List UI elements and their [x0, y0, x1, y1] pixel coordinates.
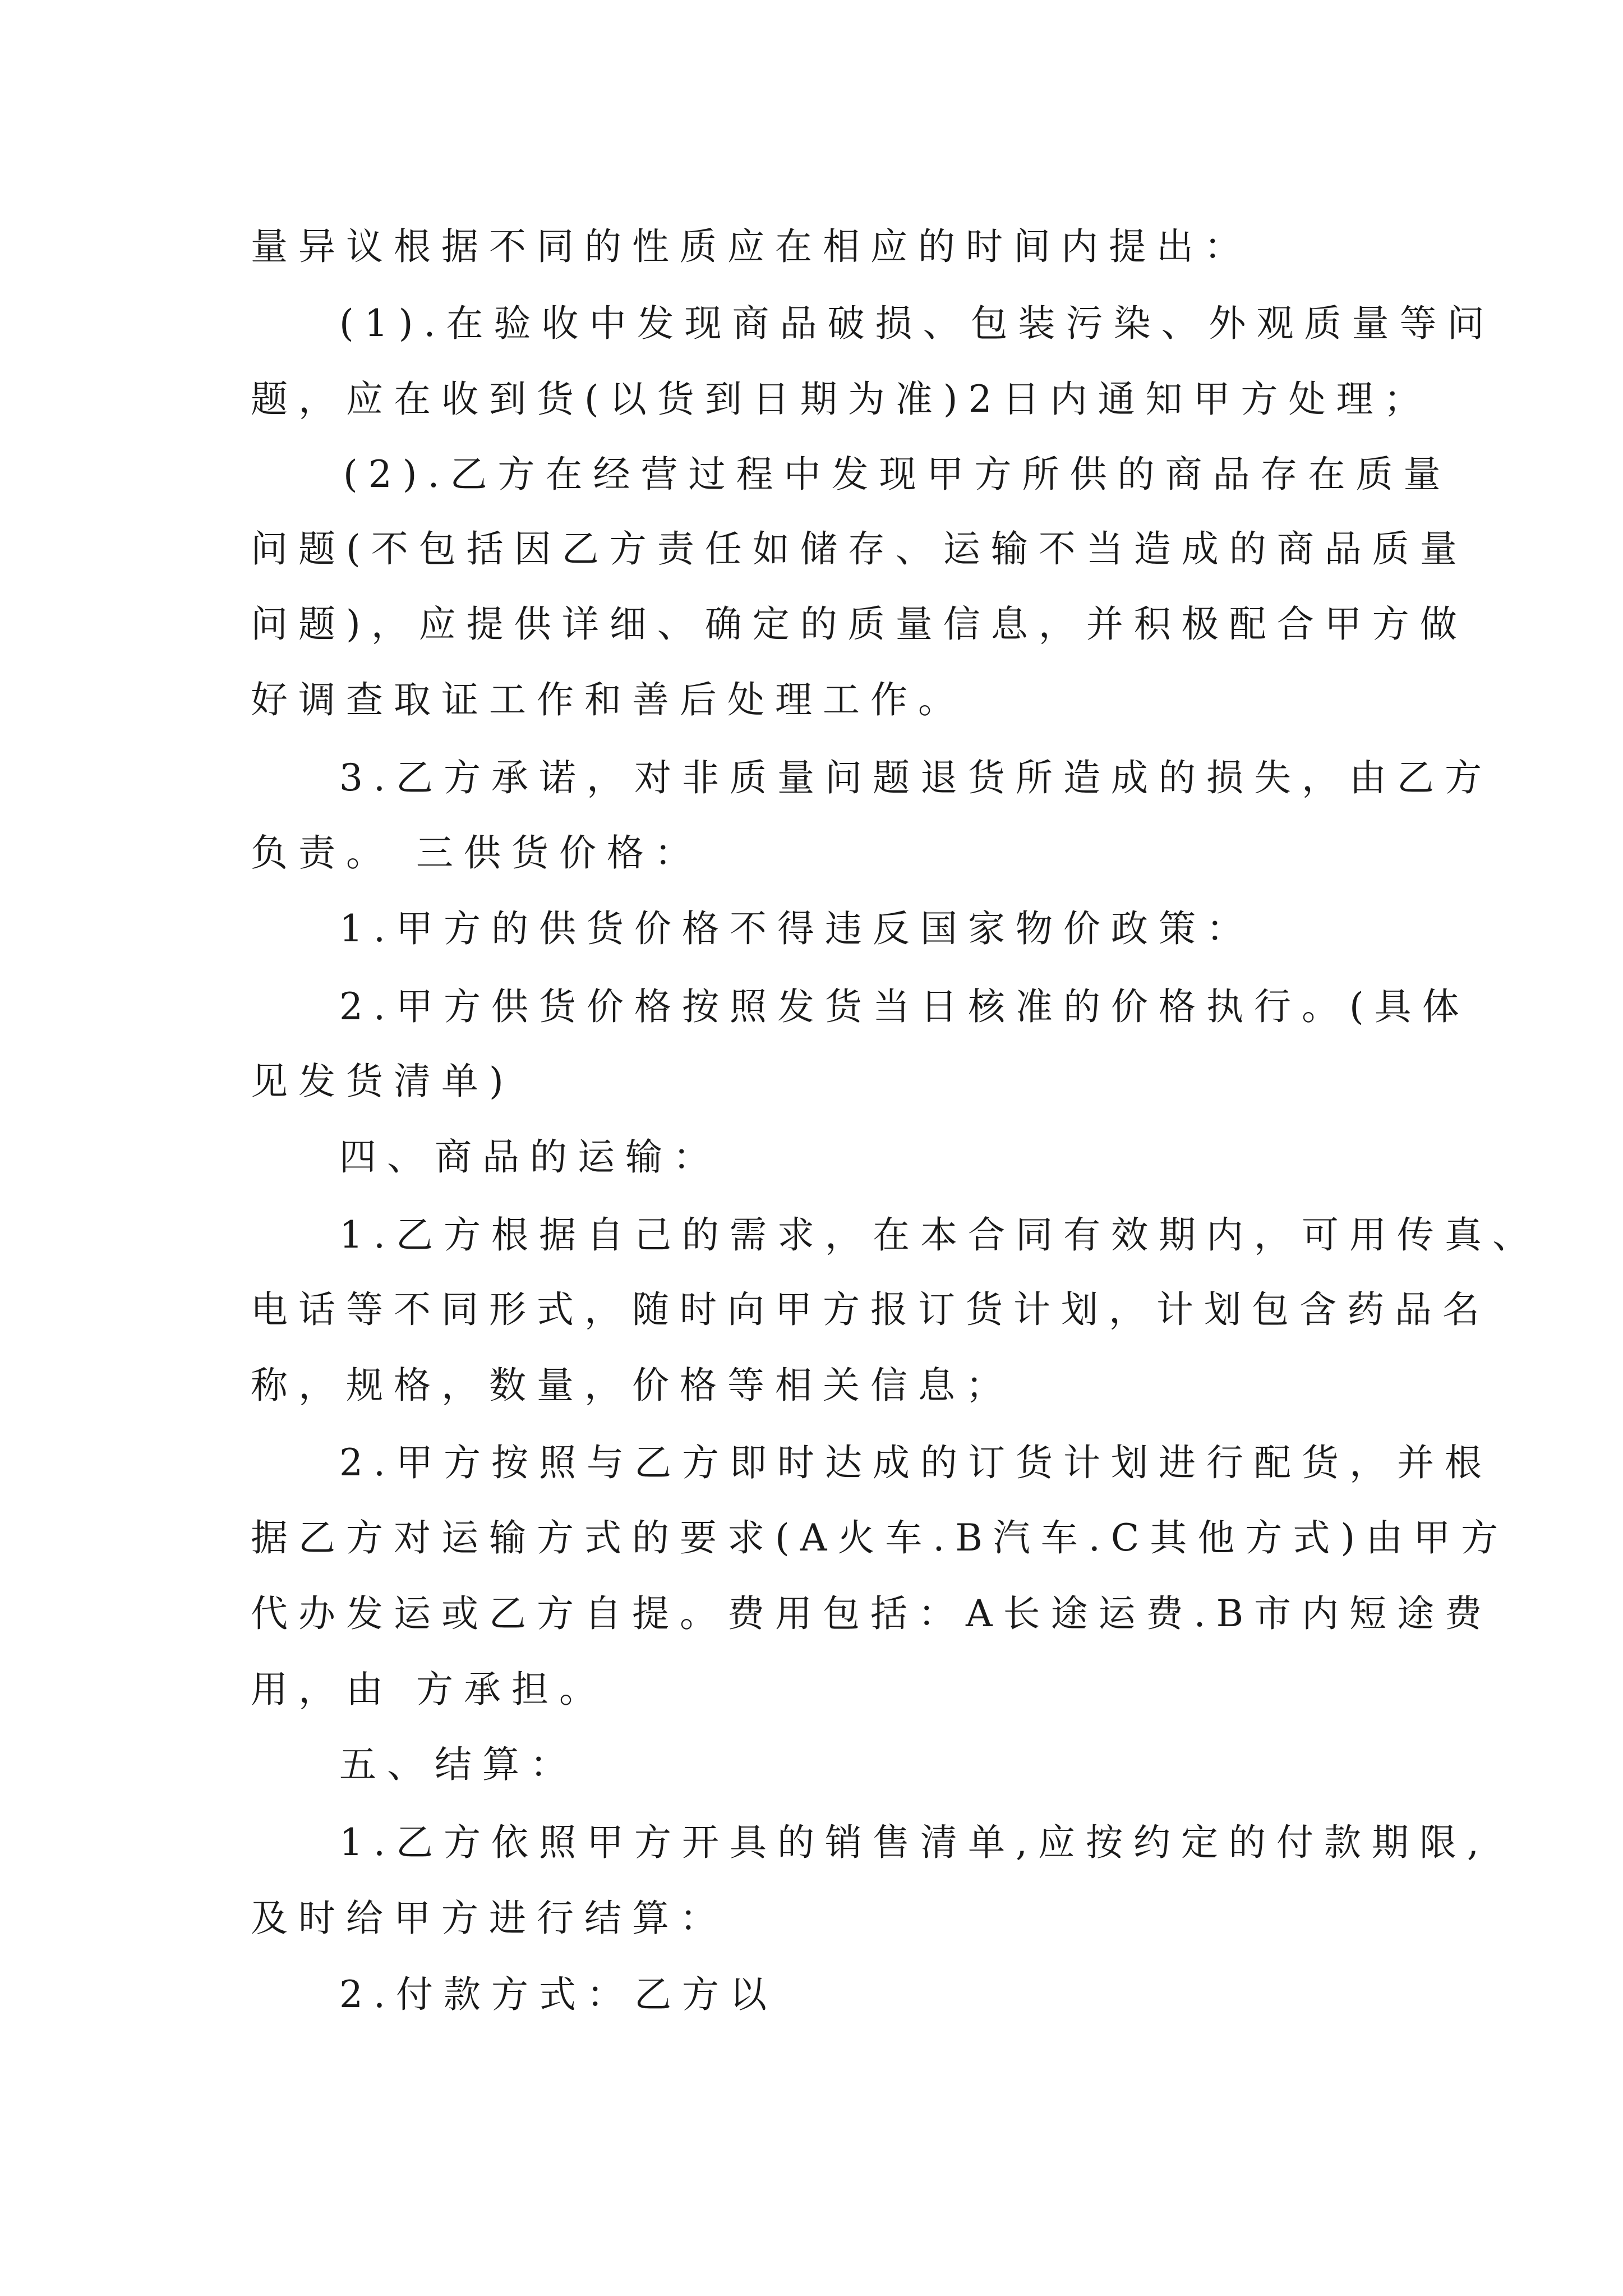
text-line: 3.乙方承诺，对非质量问题退货所造成的损失，由乙方: [339, 756, 1492, 799]
text-line: 1.甲方的供货价格不得违反国家物价政策：: [339, 907, 1254, 950]
text-line: 及时给甲方进行结算：: [251, 1897, 727, 1940]
section-heading: 四、商品的运输：: [339, 1135, 721, 1179]
text-line: (1).在验收中发现商品破损、包装污染、外观质量等问: [339, 302, 1495, 345]
text-line: 好调查取证工作和善后处理工作。: [251, 678, 966, 721]
text-line: 代办发运或乙方自提。费用包括：A长途运费.B市内短途费: [251, 1592, 1493, 1635]
text-line: 2.甲方按照与乙方即时达成的订货计划进行配货，并根: [339, 1441, 1492, 1484]
text-line: 2.甲方供货价格按照发货当日核准的价格执行。(具体: [339, 985, 1470, 1028]
text-line: 问题(不包括因乙方责任如储存、运输不当造成的商品质量: [251, 527, 1468, 570]
text-line: 用，由 方承担。: [251, 1668, 607, 1711]
text-line: 据乙方对运输方式的要求(A火车.B汽车.C其他方式)由甲方: [251, 1516, 1509, 1559]
text-line: (2).乙方在经营过程中发现甲方所供的商品存在质量: [343, 453, 1451, 496]
text-line: 负责。 三供货价格：: [251, 831, 702, 875]
section-heading: 五、结算：: [339, 1743, 578, 1786]
text-line: 电话等不同形式，随时向甲方报订货计划，计划包含药品名: [251, 1288, 1490, 1331]
text-line: 量异议根据不同的性质应在相应的时间内提出：: [251, 225, 1252, 268]
text-line: 1.乙方依照甲方开具的销售清单,应按约定的付款期限,: [339, 1821, 1490, 1864]
text-line: 1.乙方根据自己的需求，在本合同有效期内，可用传真、: [339, 1213, 1540, 1257]
text-line: 见发货清单): [251, 1060, 514, 1103]
text-line: 称，规格，数量，价格等相关信息；: [251, 1364, 1013, 1407]
text-line: 题，应在收到货(以货到日期为准)2日内通知甲方处理；: [251, 378, 1432, 421]
text-line: 2.付款方式：乙方以: [339, 1973, 777, 2016]
text-line: 问题)，应提供详细、确定的质量信息，并积极配合甲方做: [251, 602, 1468, 646]
